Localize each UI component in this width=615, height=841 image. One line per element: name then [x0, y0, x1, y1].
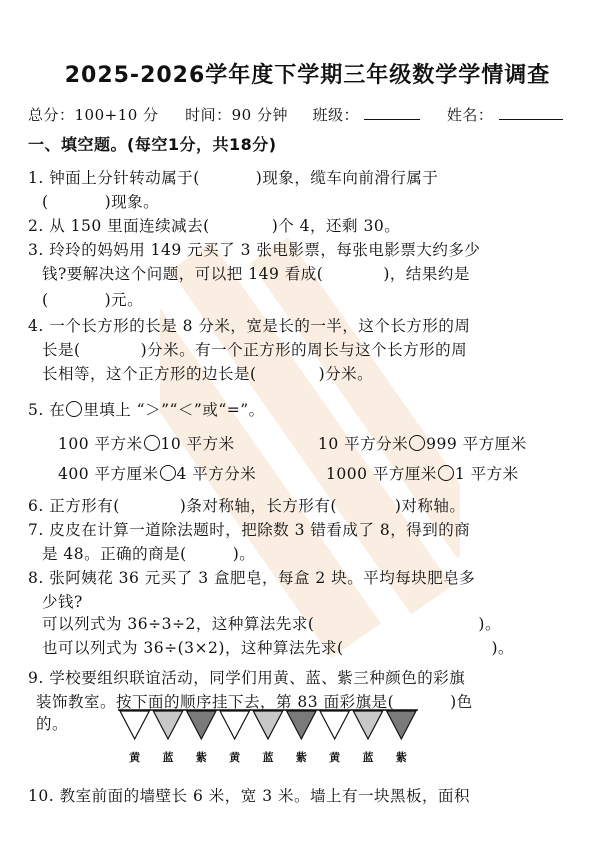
pennant-flag [353, 711, 382, 739]
q5-text-a: 5. 在 [28, 401, 66, 419]
question-8-line-2: 少钱? [42, 593, 83, 611]
flag-color-label: 蓝 [362, 751, 374, 764]
q6-text-c: )对称轴。 [394, 497, 466, 515]
pennant-flag [253, 711, 282, 739]
q5-row2b-right: 1 平方米 [454, 465, 519, 483]
q3-text-b: 钱?要解决这个问题，可以把 149 看成( [42, 265, 324, 283]
flag-color-label: 紫 [295, 751, 307, 764]
flag-sequence-figure [118, 709, 418, 771]
q8-text-c-end: )。 [478, 615, 501, 633]
q6-text-a: 6. 正方形有( [28, 497, 120, 515]
question-3-line-1: 3. 玲玲的妈妈用 149 元买了 3 张电影票，每张电影票大约多少 [28, 241, 481, 259]
pennant-flag [220, 711, 249, 739]
class-field[interactable] [364, 105, 420, 120]
question-2 [28, 214, 400, 236]
total-score: 总分：100+10 分 [28, 106, 159, 124]
flag-color-label: 蓝 [262, 751, 274, 764]
flag-color-label: 蓝 [162, 751, 174, 764]
flag-color-label: 黄 [129, 751, 141, 764]
question-6 [28, 494, 465, 516]
question-4-line-1: 4. 一个长方形的长是 8 分米，宽是长的一半，这个长方形的周 [28, 317, 471, 335]
q1-text-c: ( [42, 193, 49, 211]
q3-text-e: )元。 [104, 291, 144, 309]
pennant-flag [387, 711, 416, 739]
q1-text-b: )现象，缆车向前滑行属于 [255, 169, 439, 187]
question-4-line-3 [42, 362, 373, 384]
name-field[interactable] [499, 105, 563, 120]
pennant-flag [120, 711, 149, 739]
question-8-line-4 [42, 636, 514, 658]
question-1-line-2 [42, 190, 159, 212]
question-8-line-1: 8. 张阿姨花 36 元买了 3 盒肥皂，每盒 2 块。平均每块肥皂多 [28, 569, 476, 587]
q5-row2b-left: 1000 平方厘米 [326, 465, 437, 483]
pennant-flag [153, 711, 182, 739]
question-5-row-2b [326, 462, 519, 484]
answer-circle-3[interactable] [160, 465, 176, 481]
flag-color-label: 紫 [395, 751, 407, 764]
flag-color-label: 紫 [195, 751, 207, 764]
question-4-line-2 [42, 338, 467, 360]
header-row [28, 104, 563, 125]
name-label: 姓名： [446, 106, 494, 124]
q7-text-b: 是 48。正确的商是( [42, 545, 187, 563]
time-limit: 时间：90 分钟 [185, 106, 288, 124]
q5-row1a-left: 100 平方米 [58, 435, 143, 453]
pennant-flag [320, 711, 349, 739]
question-5-row-1b [318, 432, 527, 454]
q6-text-b: )条对称轴，长方形有( [179, 497, 337, 515]
flag-color-label: 黄 [329, 751, 341, 764]
q1-text-d: )现象。 [104, 193, 160, 211]
question-5-row-2a [58, 462, 256, 484]
question-7-line-2 [42, 542, 255, 564]
q5-row2a-left: 400 平方厘米 [58, 465, 159, 483]
answer-circle-1[interactable] [144, 435, 160, 451]
q3-text-c: )，结果约是 [383, 265, 470, 283]
q2-text-a: 2. 从 150 里面连续减去( [28, 217, 210, 235]
q5-row1b-right: 999 平方厘米 [426, 435, 527, 453]
page-title: 2025-2026学年度下学期三年级数学学情调查 [64, 63, 551, 88]
pennant-flag [187, 711, 216, 739]
pennant-flag [287, 711, 316, 739]
q8-text-d: 也可以列式为 36÷(3×2)，这种算法先求( [42, 639, 344, 657]
answer-circle-4[interactable] [438, 465, 454, 481]
question-3-line-3 [42, 288, 143, 310]
q7-text-c: )。 [232, 545, 256, 563]
question-9-line-3: 的。 [36, 715, 69, 733]
q3-text-d: ( [42, 291, 49, 309]
q1-text-a: 1. 钟面上分针转动属于( [28, 169, 200, 187]
answer-circle-2[interactable] [409, 435, 425, 451]
question-8-line-3 [42, 612, 501, 634]
q4-text-c: )分米。有一个正方形的周长与这个长方形的周 [140, 341, 468, 359]
flag-color-label: 黄 [229, 751, 241, 764]
section-heading: 一、填空题。(每空1分，共18分) [28, 135, 277, 154]
class-label: 班级： [312, 106, 360, 124]
q5-text-b: 里填上 “＞”“＜”或“=”。 [83, 401, 265, 419]
q5-row1a-right: 10 平方米 [160, 435, 235, 453]
q9-text-c: )色 [450, 693, 473, 711]
q2-text-b: )个 4，还剩 30。 [271, 217, 401, 235]
compare-circle-icon [66, 401, 82, 417]
question-1-line-1 [28, 166, 438, 188]
flag-row [118, 709, 418, 741]
question-5-row-1a [58, 432, 235, 454]
question-10: 10. 教室前面的墙壁长 6 米，宽 3 米。墙上有一块黑板，面积 [28, 787, 471, 805]
q9-text-b: 装饰教室。按下面的顺序挂下去，第 83 面彩旗是( [36, 693, 395, 711]
q5-row2a-right: 4 平方分米 [176, 465, 257, 483]
q4-text-b: 长是( [42, 341, 81, 359]
question-9-line-1: 9. 学校要组织联谊活动，同学们用黄、蓝、紫三种颜色的彩旗 [28, 669, 466, 687]
q8-text-c: 可以列式为 36÷3÷2，这种算法先求( [42, 615, 315, 633]
q8-text-d-end: )。 [491, 639, 515, 657]
question-7-line-1: 7. 皮皮在计算一道除法题时，把除数 3 错看成了 8，得到的商 [28, 521, 471, 539]
q5-row1b-left: 10 平方分米 [318, 435, 409, 453]
question-5-intro [28, 398, 265, 420]
q4-text-e: )分米。 [318, 365, 374, 383]
q4-text-d: 长相等，这个正方形的边长是( [42, 365, 257, 383]
question-3-line-2 [42, 262, 470, 284]
